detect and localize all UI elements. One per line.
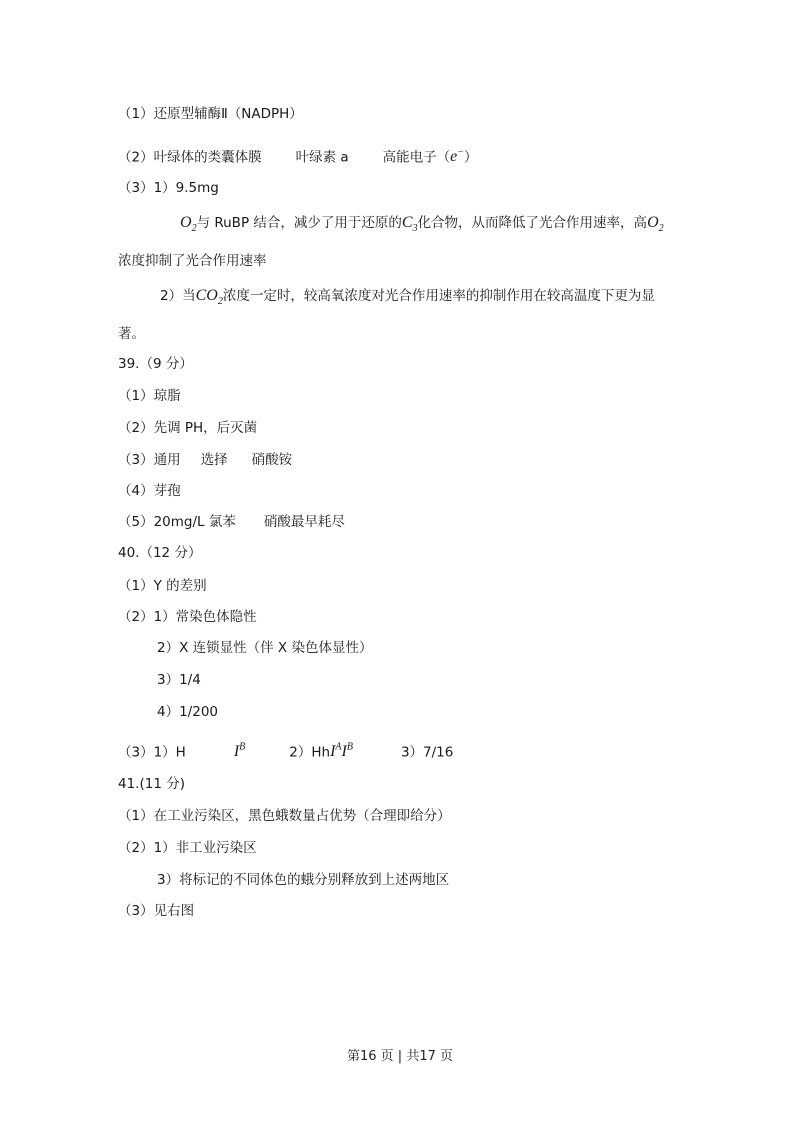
answer-40-2-3: 3）1/4 bbox=[157, 672, 201, 688]
explain-text-2: 化合物，从而降低了光合作用速率，高 bbox=[417, 215, 648, 231]
answer-39-4: （4）芽孢 bbox=[118, 483, 181, 499]
c3-formula: $C_3$ bbox=[401, 214, 418, 235]
question-40-header: 40.（12 分） bbox=[118, 545, 202, 561]
answer-40-3-2: 2）Hh bbox=[289, 744, 331, 761]
answer-39-3-a: （3）通用 bbox=[118, 452, 181, 468]
answer-38-3-2-rest: 浓度一定时，较高氧浓度对光合作用速率的抑制作用在较高温度下更为显 bbox=[222, 288, 655, 304]
answer-40-3-1: （3）1）H bbox=[118, 744, 186, 761]
answer-38-3-explain-cont: 浓度抑制了光合作用速率 bbox=[118, 253, 267, 269]
answer-40-3-3: 3）7/16 bbox=[400, 744, 454, 761]
answer-38-3-2 bbox=[160, 286, 655, 312]
answer-39-2: （2）先调 PH，后灭菌 bbox=[118, 420, 258, 436]
question-39-header: 39.（9 分） bbox=[118, 356, 193, 372]
answer-40-2-1: （2）1）常染色体隐性 bbox=[118, 609, 257, 625]
o2-formula: $O_2$ bbox=[180, 214, 197, 235]
answer-39-5-b: 硝酸最早耗尽 bbox=[263, 514, 345, 530]
ia-ib-genotype: $I^AI^B$ bbox=[330, 742, 353, 761]
explain-text-1: 与 RuBP 结合，减少了用于还原的 bbox=[196, 215, 402, 231]
answer-40-1: （1）Y 的差别 bbox=[118, 578, 207, 594]
answer-38-2-a: （2）叶绿体的类囊体膜 bbox=[118, 149, 262, 166]
answer-38-2-b: 叶绿素 a bbox=[295, 149, 349, 166]
answer-38-3: （3）1）9.5mg bbox=[118, 180, 219, 196]
answer-38-2 bbox=[118, 143, 478, 167]
page-footer: 第16 页 | 共17 页 bbox=[347, 1049, 453, 1064]
answer-39-5 bbox=[118, 512, 345, 532]
co2-formula: $CO_2$ bbox=[195, 287, 223, 308]
answer-38-3-2-cont: 著。 bbox=[118, 326, 145, 342]
answer-39-1: （1）琼脂 bbox=[118, 388, 181, 404]
answer-41-2-3: 3）将标记的不同体色的蛾分别释放到上述两地区 bbox=[157, 872, 450, 888]
answer-41-1: （1）在工业污染区，黑色蛾数量占优势（合理即给分） bbox=[118, 808, 451, 824]
answer-41-2-1: （2）1）非工业污染区 bbox=[118, 840, 257, 856]
question-41-header: 41.(11 分) bbox=[118, 776, 185, 792]
answer-41-3: （3）见右图 bbox=[118, 903, 195, 919]
answer-38-3-2-pre: 2）当 bbox=[160, 288, 196, 304]
answer-39-5-a: （5）20mg/L 氯苯 bbox=[118, 514, 236, 530]
answer-39-3 bbox=[118, 450, 292, 470]
answer-38-2-c: 高能电子（ bbox=[382, 149, 451, 166]
answer-38-2-close: ） bbox=[464, 149, 478, 166]
answer-40-2-2: 2）X 连锁显性（伴 X 染色体显性） bbox=[157, 640, 373, 656]
answer-40-2-4: 4）1/200 bbox=[157, 704, 218, 720]
electron-symbol: e− bbox=[450, 147, 465, 166]
answer-39-3-c: 硝酸铵 bbox=[251, 452, 293, 468]
answer-40-3 bbox=[118, 738, 453, 762]
answer-38-1: （1）还原型辅酶Ⅱ（NADPH） bbox=[118, 106, 303, 122]
ib-genotype: $I^B$ bbox=[233, 742, 246, 761]
answer-39-3-b: 选择 bbox=[200, 452, 228, 468]
answer-38-3-explain bbox=[180, 213, 664, 239]
o2-formula-2: $O_2$ bbox=[647, 214, 664, 235]
